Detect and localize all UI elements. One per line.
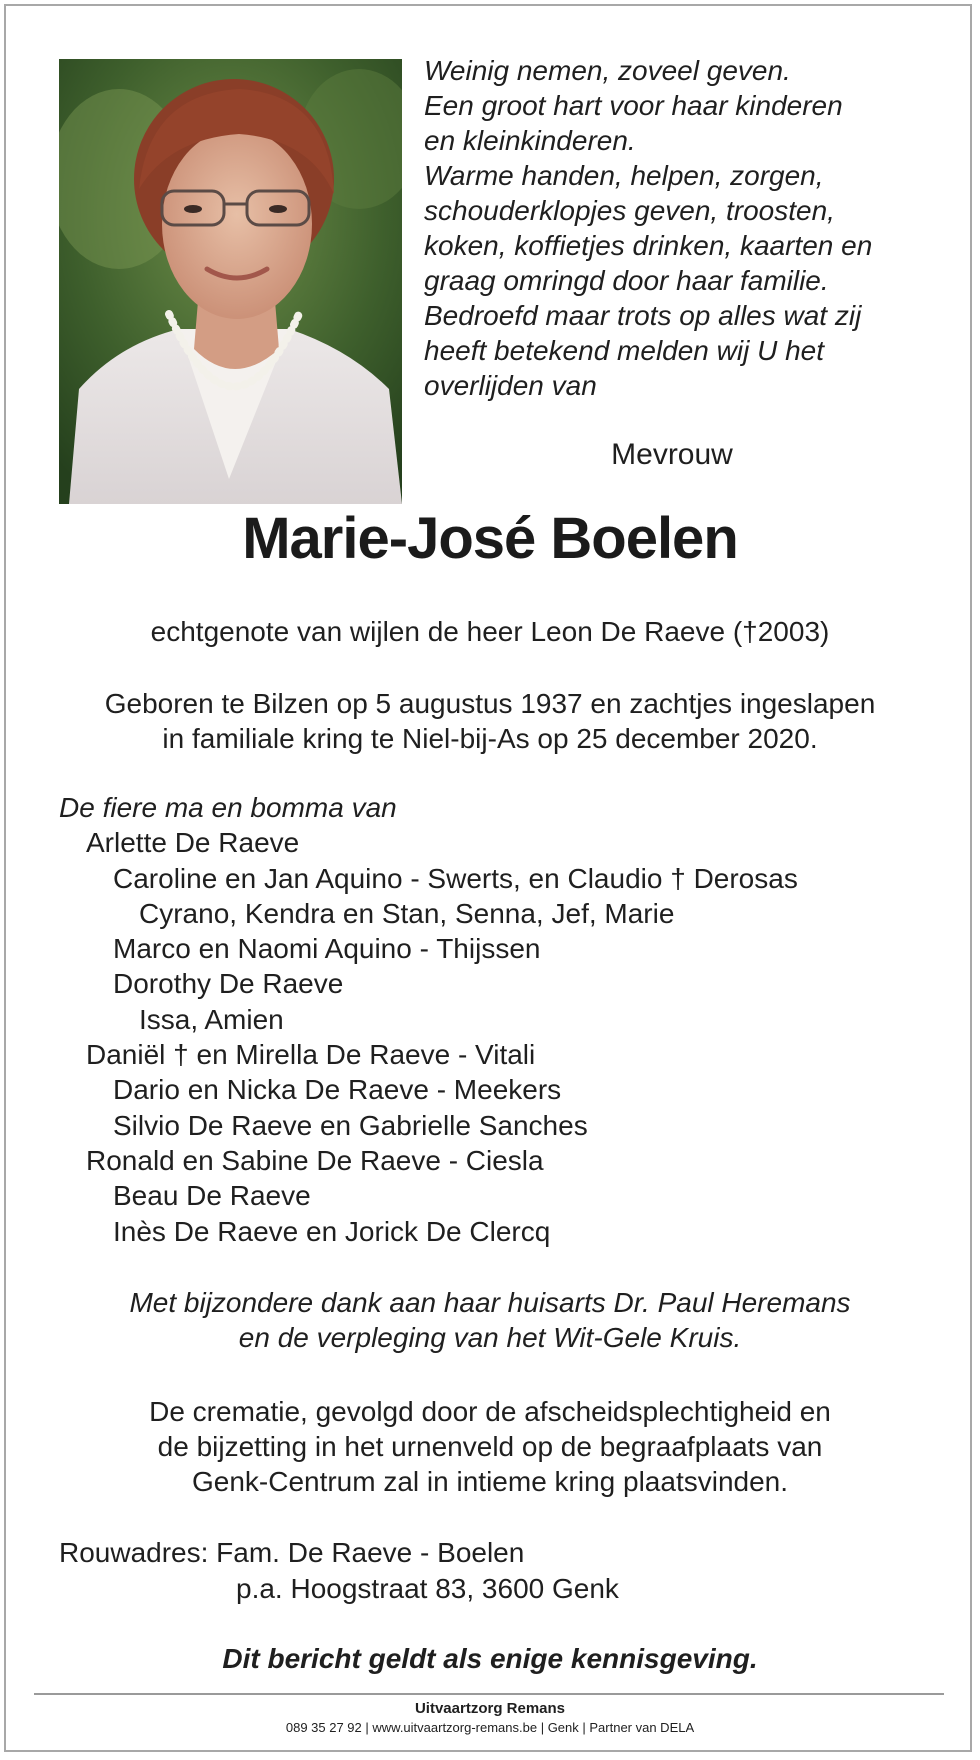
family-member: Beau De Raeve [113, 1180, 311, 1212]
poem-line: graag omringd door haar familie. [424, 265, 829, 296]
birth-line: in familiale kring te Niel-bij-As op 25 december 2020. [162, 723, 818, 754]
family-member: Marco en Naomi Aquino - Thijssen [113, 933, 541, 965]
footer-divider [34, 1693, 944, 1695]
footer-company: Uitvaartzorg Remans [414, 1700, 566, 1717]
family-member: Caroline en Jan Aquino - Swerts, en Claudio † Derosas [113, 862, 798, 894]
birth-line: Geboren te Bilzen op 5 augustus 1937 en zachtjes ingeslapen [104, 688, 876, 719]
address-line: Rouwadres: Fam. De Raeve - Boelen [59, 1537, 525, 1568]
family-member: Issa, Amien [139, 1003, 284, 1035]
thanks-line: en de verpleging van het Wit-Gele Kruis. [238, 1322, 742, 1353]
poem-line: Een groot hart voor haar kinderen [424, 90, 843, 121]
family-member: Ronald en Sabine De Raeve - Ciesla [86, 1144, 544, 1176]
family-member: Silvio De Raeve en Gabrielle Sanches [113, 1109, 588, 1141]
family-member: Dario en Nicka De Raeve - Meekers [113, 1074, 562, 1106]
family-list [59, 790, 798, 1249]
deceased-name: Marie-José Boelen [242, 506, 738, 571]
poem-line: heeft betekend melden wij U het [424, 335, 825, 366]
poem-line: overlijden van [424, 370, 597, 401]
family-member: Dorothy De Raeve [113, 968, 344, 1000]
notice: Dit bericht geldt als enige kennisgeving. [222, 1643, 758, 1674]
poem-line: Weinig nemen, zoveel geven. [424, 55, 791, 86]
cremation-line: de bijzetting in het urnenveld op de begraafplaats van [157, 1431, 823, 1462]
family-member: Cyrano, Kendra en Stan, Senna, Jef, Marie [139, 897, 675, 929]
poem-line: Bedroefd maar trots op alles wat zij [424, 300, 862, 331]
portrait-photo [59, 59, 402, 504]
cremation-details [0, 1394, 980, 1499]
mourning-address [59, 1535, 619, 1607]
cremation-line: Genk-Centrum zal in intieme kring plaatsvinden. [191, 1466, 789, 1497]
thanks-line: Met bijzondere dank aan haar huisarts Dr. Paul Heremans [129, 1287, 851, 1318]
poem-line: Warme handen, helpen, zorgen, [424, 160, 824, 191]
cremation-line: De crematie, gevolgd door de afscheidsplechtigheid en [149, 1396, 831, 1427]
poem [424, 53, 944, 403]
poem-line: schouderklopjes geven, troosten, [424, 195, 835, 226]
spouse-line: echtgenote van wijlen de heer Leon De Raeve (†2003) [150, 616, 830, 647]
poem-line: en kleinkinderen. [424, 125, 636, 156]
poem-line: koken, koffietjes drinken, kaarten en [424, 230, 873, 261]
family-intro: De fiere ma en bomma van [59, 792, 397, 823]
family-member: Arlette De Raeve [86, 827, 300, 859]
salutation: Mevrouw [611, 438, 733, 471]
footer-contact: 089 35 27 92 | www.uitvaartzorg-remans.be | Genk | Partner van DELA [285, 1720, 695, 1735]
thanks-note [0, 1285, 980, 1355]
family-member: Daniël † en Mirella De Raeve - Vitali [86, 1039, 536, 1071]
family-member: Inès De Raeve en Jorick De Clercq [113, 1215, 551, 1247]
address-line: p.a. Hoogstraat 83, 3600 Genk [236, 1573, 619, 1604]
birth-details [0, 686, 980, 756]
